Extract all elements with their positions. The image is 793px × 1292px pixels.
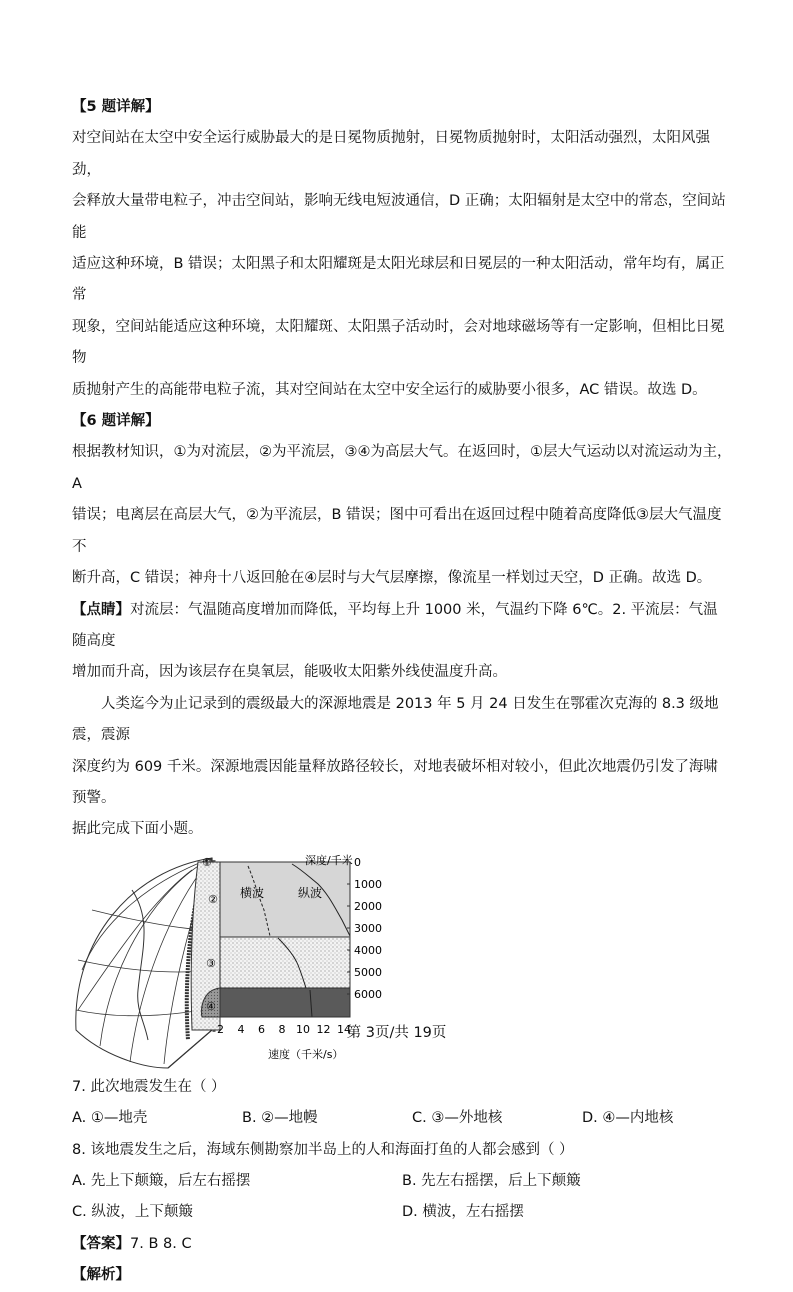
depth-tick-label: 4000 (354, 943, 382, 957)
tip-text: 对流层：气温随高度增加而降低，平均每上升 1000 米，气温约下降 6℃。2. 平流层：气温随高度 (72, 601, 718, 649)
tip-line (72, 595, 732, 658)
answer-line (72, 1229, 732, 1260)
depth-tick-label: 5000 (354, 965, 382, 979)
speed-tick-label: 14 (337, 1022, 351, 1036)
q8-option-d[interactable]: D. 横波，左右摇摆 (402, 1204, 524, 1221)
speed-tick-label: 4 (237, 1022, 245, 1036)
depth-tick-label: 1000 (354, 877, 382, 891)
depth-tick-label: 6000 (354, 987, 382, 1001)
tip-line: 增加而升高，因为该层存在臭氧层，能吸收太阳紫外线使温度升高。 (72, 664, 507, 681)
q8-option-c[interactable]: C. 纵波，上下颠簸 (72, 1204, 193, 1221)
p-wave-label: 纵波 (298, 885, 323, 900)
question-7-options (72, 1103, 732, 1134)
marker-4: ④ (206, 999, 216, 1013)
q8-option-a[interactable]: A. 先上下颠簸，后左右摇摆 (72, 1172, 251, 1189)
speed-tick-label: 12 (316, 1022, 331, 1036)
tip-heading: 【点睛】 (72, 601, 130, 618)
speed-tick-label: 10 (296, 1022, 310, 1036)
page-footer: 第 3页/共 19页 (346, 1025, 447, 1041)
depth-axis-title: 深度/千米 (305, 853, 353, 867)
s-wave-label: 横波 (240, 885, 265, 900)
section-5-line: 对空间站在太空中安全运行威胁最大的是日冕物质抛射，日冕物质抛射时，太阳活动强烈，太阳风强劲， (72, 130, 710, 178)
section-6-line: 断升高，C 错误；神舟十八返回舱在④层时与大气层摩擦，像流星一样划过天空，D 正确。故选 D。 (72, 570, 712, 587)
depth-tick-label: 3000 (354, 921, 382, 935)
speed-axis-title: 速度（千米/s） (268, 1047, 344, 1061)
section-5-line: 会释放大量带电粒子，冲击空间站，影响无线电短波通信，D 正确；太阳辐射是太空中的常态，空间站能 (72, 193, 726, 241)
q7-option-d[interactable]: D. ④—内地核 (582, 1110, 674, 1127)
section-6-line: 错误；电离层在高层大气，②为平流层，B 错误；图中可看出在返回过程中随着高度降低③层大气温度不 (72, 507, 722, 555)
answer-label: 【答案】 (72, 1235, 130, 1252)
intro-line: 人类迄今为止记录到的震级最大的深源地震是 2013 年 5 月 24 日发生在鄂霍次克海的 8.3 级地震，震源 (72, 695, 719, 744)
analysis-label: 【解析】 (72, 1267, 130, 1284)
q7-option-c[interactable]: C. ③—外地核 (412, 1110, 503, 1127)
depth-tick-label: 0 (354, 855, 361, 869)
section-5-line: 质抛射产生的高能带电粒子流，其对空间站在太空中安全运行的威胁要小很多，AC 错误。故选 D。 (72, 381, 707, 398)
question-8-options-row2 (72, 1197, 732, 1228)
speed-tick-label: 8 (278, 1022, 286, 1036)
speed-tick-label: 2 (217, 1022, 224, 1036)
question-8-options-row1 (72, 1166, 732, 1197)
intro-line: 据此完成下面小题。 (72, 821, 203, 838)
q7-option-a[interactable]: A. ①—地壳 (72, 1110, 148, 1127)
speed-tick-label: 6 (258, 1022, 265, 1036)
document-body (72, 92, 732, 1292)
marker-3: ③ (206, 956, 216, 970)
section-6-line: 根据教材知识，①为对流层，②为平流层，③④为高层大气。在返回时，①层大气运动以对流运动为主，A (72, 444, 732, 492)
section-6-heading: 【6 题详解】 (72, 413, 160, 430)
marker-2: ② (208, 892, 218, 906)
section-5-line: 现象，空间站能适应这种环境，太阳耀斑、太阳黑子活动时，会对地球磁场等有一定影响，但相比日冕物 (72, 318, 725, 367)
q8-option-b[interactable]: B. 先左右摇摆，后上下颠簸 (402, 1172, 581, 1189)
depth-ticks (347, 856, 382, 1001)
intro-line: 深度约为 609 千米。深源地震因能量释放路径较长，对地表破坏相对较小，但此次地震仍引发了海啸预警。 (72, 758, 718, 806)
question-7-stem: 7. 此次地震发生在（ ） (72, 1078, 226, 1095)
section-5-line: 适应这种环境，B 错误；太阳黑子和太阳耀斑是太阳光球层和日冕层的一种太阳活动，常年均有，属正常 (72, 256, 725, 304)
depth-tick-label: 2000 (354, 899, 382, 913)
marker-1: ① (202, 855, 212, 869)
section-5-heading: 【5 题详解】 (72, 99, 160, 115)
answer-text: 7. B 8. C (130, 1235, 192, 1252)
q7-option-b[interactable]: B. ②—地幔 (242, 1110, 318, 1127)
question-8-stem: 8. 该地震发生之后，海域东侧勘察加半岛上的人和海面打鱼的人都会感到（ ） (72, 1141, 574, 1158)
